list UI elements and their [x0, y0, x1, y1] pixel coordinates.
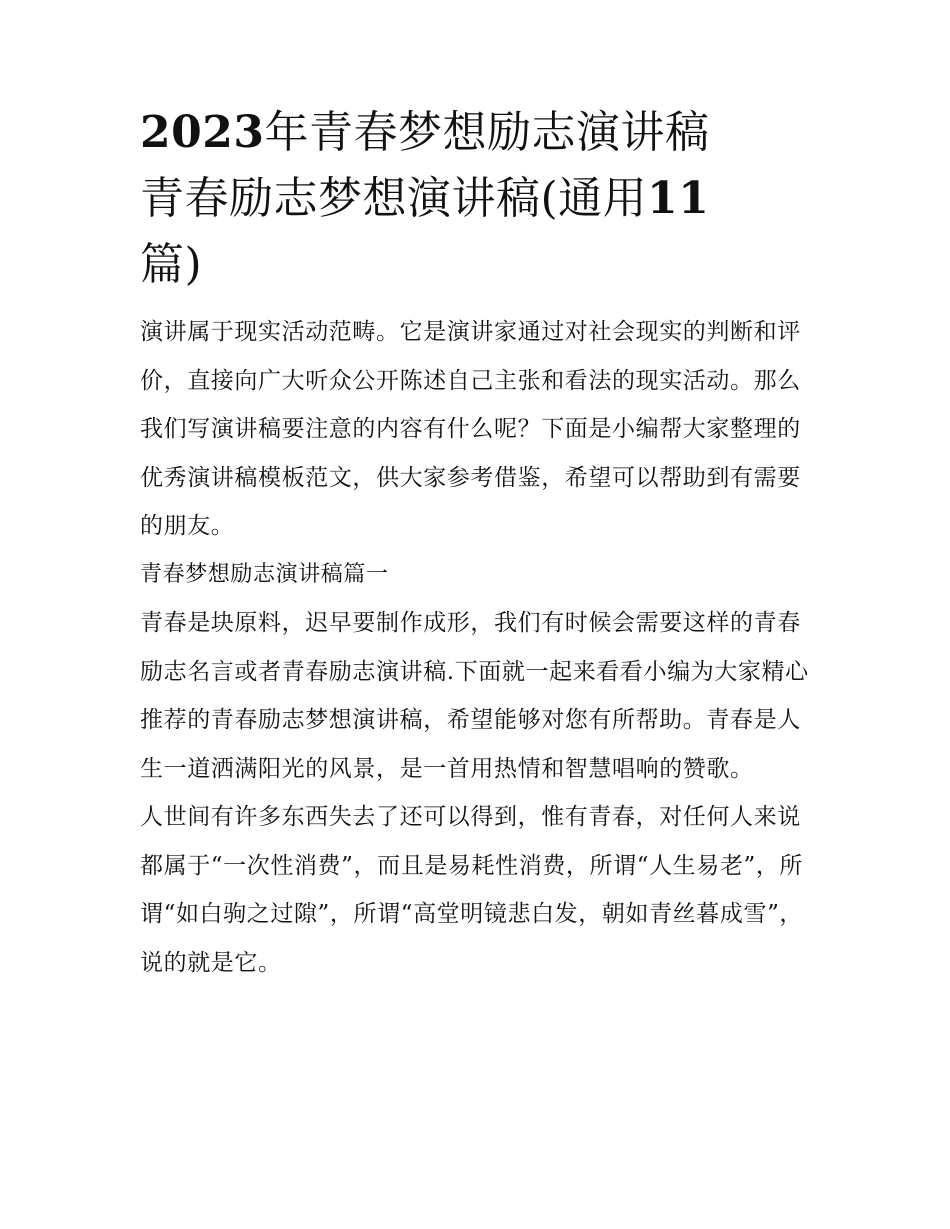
paragraph-youth-material: 青春是块原料，迟早要制作成形，我们有时候会需要这样的青春励志名言或者青春励志演讲稿.下面就一起来看看小编为大家精心推荐的青春励志梦想演讲稿，希望能够对您有所帮助。青春是人生一道洒满阳光的风景，是一首用热情和智慧唱响的赞歌。 — [140, 610, 809, 782]
document-page — [140, 100, 815, 987]
title-line-3: 篇) — [140, 239, 203, 290]
paragraph-one-time-consumption: 人世间有许多东西失去了还可以得到，惟有青春，对任何人来说都属于“一次性消费”，而且是易耗性消费，所谓“人生易老”，所谓“如白驹之过隙”，所谓“高堂明镜悲白发，朝如青丝暮成雪”，说的就是它。 — [140, 804, 804, 976]
title-year: 2023 — [140, 107, 265, 158]
paragraph-intro: 演讲属于现实活动范畴。它是演讲家通过对社会现实的判断和评价，直接向广大听众公开陈述自己主张和看法的现实活动。那么我们写演讲稿要注意的内容有什么呢？下面是小编帮大家整理的优秀演讲稿模板范文，供大家参考借鉴，希望可以帮助到有需要的朋友。 — [140, 319, 801, 539]
title-line-1-text: 年青春梦想励志演讲稿 — [264, 107, 710, 158]
title-line-2 — [140, 166, 815, 232]
document-body — [140, 308, 815, 987]
title-count: 11 — [647, 173, 710, 224]
title-line-2-text: 青春励志梦想演讲稿(通用 — [140, 173, 648, 224]
section-heading: 青春梦想励志演讲稿篇一 — [140, 561, 389, 587]
title-line-1 — [140, 100, 815, 166]
document-title — [140, 100, 815, 298]
